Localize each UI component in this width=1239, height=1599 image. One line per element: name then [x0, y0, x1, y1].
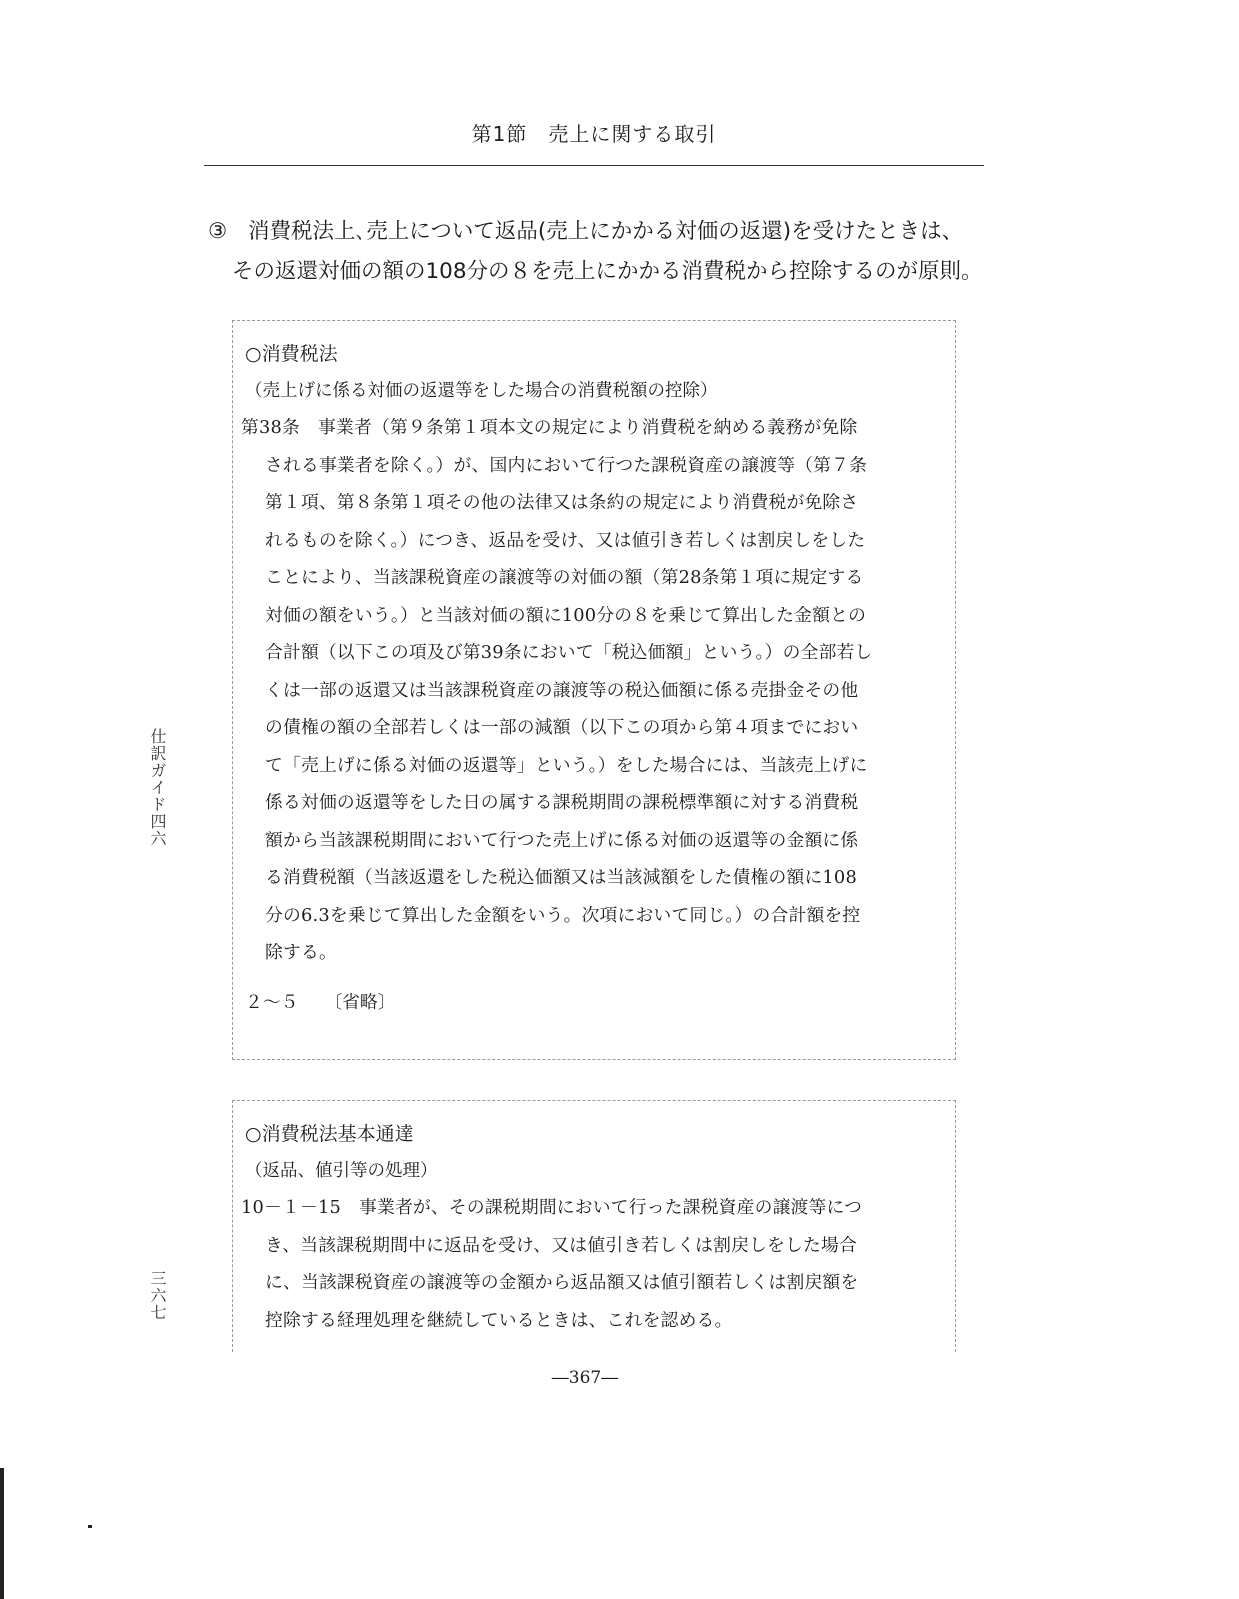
margin-guide-label: 仕訳ガイド四六	[148, 728, 167, 847]
article-line: 除する。	[265, 942, 337, 963]
article-first-line	[241, 409, 941, 447]
article-line: 係る対価の返還等をした日の属する課税期間の課税標準額に対する消費税	[265, 792, 859, 813]
box-title: ○消費税法	[245, 343, 338, 365]
intro-paragraph	[208, 212, 998, 292]
article-line: れるものを除く。）につき、返品を受け、又は値引き若しくは割戻しをした	[265, 529, 866, 551]
article-text: 事業者が、その課税期間において行った課税資産の譲渡等につ	[359, 1197, 863, 1218]
article-line: き、当該課税期間中に返品を受け、又は値引き若しくは割戻しをした場合	[265, 1234, 857, 1256]
article-line: 合計額（以下この項及び第39条において「税込価額」という。）の全部若し	[265, 642, 873, 663]
page-number: ―367―	[551, 1368, 619, 1388]
law-excerpt-box-consumption-tax-act	[232, 320, 956, 1060]
article-number: 10－１－15	[241, 1197, 341, 1218]
law-excerpt-box-basic-circular	[232, 1100, 956, 1352]
scan-speck	[88, 1525, 92, 1528]
article-text: 事業者（第９条第１項本文の規定により消費税を納める義務が免除	[318, 417, 858, 438]
article-line: 額から当該課税期間において行つた売上げに係る対価の返還等の金額に係	[265, 829, 859, 851]
omitted-paragraphs	[245, 989, 396, 1014]
article-line: 控除する経理処理を継続しているときは、これを認める。	[265, 1309, 733, 1331]
intro-line-2: その返還対価の額の108分の８を売上にかかる消費税から控除するのが原則。	[232, 259, 983, 284]
article-line: る消費税額（当該返還をした税込価額又は当該減額をした債権の額に108	[265, 867, 857, 888]
margin-kanji-page-number: 三六七	[148, 1270, 167, 1321]
circular-10-1-15	[241, 1189, 941, 1339]
article-caption: （売上げに係る対価の返還等をした場合の消費税額の控除）	[245, 381, 718, 401]
article-first-line	[241, 1189, 941, 1227]
circled-number-marker: ③	[208, 219, 228, 244]
scan-edge-mark	[0, 1468, 4, 1599]
article-line: される事業者を除く。）が、国内において行つた課税資産の譲渡等（第７条	[265, 454, 868, 476]
omitted-range: ２～５	[245, 992, 299, 1013]
article-line: 分の6.3を乗じて算出した金額をいう。次項において同じ。）の合計額を控	[265, 904, 861, 926]
article-line: ことにより、当該課税資産の譲渡等の対価の額（第28条第１項に規定する	[265, 567, 864, 588]
article-38	[241, 409, 941, 972]
article-line: くは一部の返還又は当該課税資産の譲渡等の税込価額に係る売掛金その他	[265, 679, 859, 701]
article-line: に、当該課税資産の譲渡等の金額から返品額又は値引額若しくは割戻額を	[265, 1272, 859, 1293]
article-line: て「売上げに係る対価の返還等」という。）をした場合には、当該売上げに	[265, 754, 868, 776]
article-line: 第１項、第８条第１項その他の法律又は条約の規定により消費税が免除さ	[265, 492, 859, 513]
page-header-title: 第1節 売上に関する取引	[471, 122, 717, 146]
header-divider	[204, 165, 984, 166]
box-title: ○消費税法基本通達	[245, 1123, 414, 1145]
article-line: 対価の額をいう。）と当該対価の額に100分の８を乗じて算出した金額との	[265, 604, 867, 626]
article-line: の債権の額の全部若しくは一部の減額（以下この項から第４項までにおい	[265, 717, 859, 738]
article-caption: （返品、値引等の処理）	[245, 1161, 438, 1181]
omitted-label: 〔省略〕	[324, 992, 396, 1013]
article-number: 第38条	[241, 417, 300, 438]
intro-line-1	[208, 212, 998, 252]
intro-text-1: 消費税法上､売上について返品(売上にかかる対価の返還)を受けたときは、	[248, 219, 964, 244]
